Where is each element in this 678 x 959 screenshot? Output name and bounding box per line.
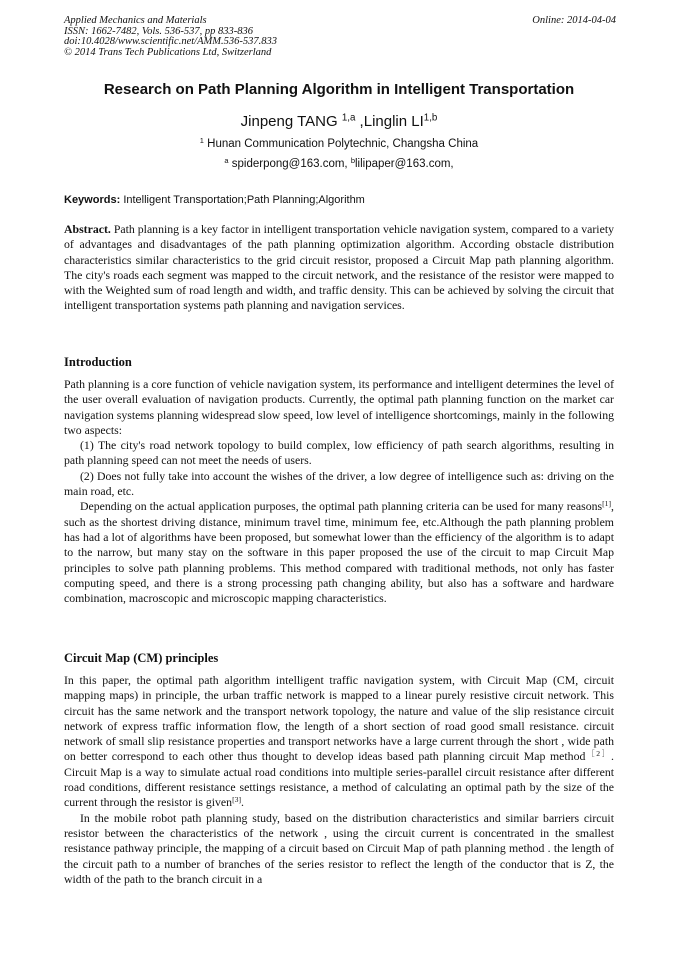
- intro-paragraph-1: Path planning is a core function of vehicle navigation system, its performance and intelligent determines the level of the user overall evaluation of navigation products. Currently, the optimal path planning function on the market car navigation systems planning widespread slow speed, low level of intelligence shortcomings, mainly in the following two aspects:: [64, 377, 614, 437]
- online-date: Online: 2014-04-04: [532, 15, 616, 26]
- abstract: [64, 222, 614, 314]
- circuit-map-heading: Circuit Map (CM) principles: [64, 651, 219, 665]
- keywords-text: Intelligent Transportation;Path Planning;Algorithm: [123, 194, 365, 206]
- citation-3: [3]: [232, 795, 242, 805]
- intro-p4-text-a: Depending on the actual application purposes, the optimal path planning criteria can be used for many reasons: [80, 499, 603, 514]
- abstract-label: Abstract.: [64, 222, 111, 236]
- paper-title: Research on Path Planning Algorithm in Intelligent Transportation: [103, 81, 575, 98]
- cm-p1-text-a: In this paper, the optimal path algorithm intelligent traffic navigation system, with Circuit Map (CM, circuit mapping maps) in principle, the urban traffic network is mapped to a linear purely resistive circuit network. This circuit has the same network and the transport network topology, the nature and value of the slip resistance circuit network of express traffic information flow, the length of a short section of road good small resistance. circuit network of small slip resistance properties and transport networks have a large current through the short , wide path on better correspond to each other thus thought to develop ideas based path planning circuit Map method: [64, 673, 614, 764]
- issn-line: ISSN: 1662-7482, Vols. 536-537, pp 833-836: [64, 25, 253, 37]
- keywords-label: Keywords:: [64, 194, 121, 206]
- introduction-heading: Introduction: [64, 355, 132, 369]
- email-a: spiderpong@163.com,: [231, 158, 348, 170]
- intro-paragraph-2: (1) The city's road network topology to build complex, low efficiency of path search algorithms, resulting in path planning speed can not meet the needs of users.: [64, 438, 614, 468]
- author-2-affiliation: 1,b: [423, 112, 438, 124]
- keywords: [64, 194, 616, 206]
- email-a-marker: a: [224, 155, 229, 165]
- affiliation: Hunan Communication Polytechnic, Changsha China: [207, 138, 479, 150]
- cm-p1-text-c: .: [241, 795, 244, 810]
- cm-paragraph-2: In the mobile robot path planning study, based on the distribution characteristics and similar barriers circuit resistor between the characteristics of the network , using the circuit current is concentrated in the smallest resistance pathway principle, the mapping of a circuit based on Circuit Map of path planning method . the length of the circuit path to a number of branches of the series resistor to reflect the length of the conductor that is Z, the width of the path to the branch circuit in a: [64, 810, 614, 886]
- introduction-body: [64, 377, 614, 606]
- author-separator: ,: [355, 113, 364, 130]
- author-1-affiliation: 1,a: [341, 112, 356, 124]
- author-2: Linglin LI: [363, 113, 424, 130]
- copyright-line: © 2014 Trans Tech Publications Ltd, Switzerland: [64, 46, 272, 58]
- email-line: [0, 155, 678, 170]
- intro-p4-text-b: , such as the shortest driving distance, minimum travel time, minimum fee, etc.Although the path planning problem has had a lot of algorithms have been proposed, but somewhat lower than the efficiency of the algorithm is to adapt to the narrow, but many stay on the software in this paper proposed the use of the circuit to map Circuit Map principles to solve path planning problems. This method compared with traditional methods, not only has faster computing speed, and there is a strong processing path changing ability, but also has a software and hardware combination, macroscopic and microscopic mapping characteristics.: [64, 499, 614, 606]
- affiliation-line: [0, 135, 678, 150]
- intro-paragraph-3: (2) Does not fully take into account the wishes of the driver, a low degree of intelligence such as: driving on the main road, etc.: [64, 468, 614, 499]
- circuit-map-body: [64, 673, 614, 887]
- cm-p1-text-b: . Circuit Map is a way to simulate actual road conditions into multiple series-parallel circuit resistance after different road conditions, different resistance settings resistance, a method of calculating an optimal path by the size of the current through the resistor is given: [64, 749, 614, 810]
- abstract-text: Path planning is a key factor in intelligent transportation vehicle navigation system, compared to a variety of advantages and disadvantages of the path planning optimization algorithm. According obstacle distribution characteristics similar characteristics to the grid circuit resistor, proposed a Circuit Map path planning algorithm. The city's roads each segment was mapped to the circuit network, and the resistance of the resistor were mapped to with the Weighted sum of road length and width, and traffic density. This can be achieved by solving the circuit that intelligent transportation systems path planning and navigation services.: [64, 222, 614, 313]
- journal-header: [64, 16, 616, 58]
- citation-2: ［2］: [585, 749, 612, 759]
- affiliation-marker: 1: [199, 135, 204, 145]
- intro-paragraph-4: [64, 499, 614, 606]
- email-b: lilipaper@163.com,: [355, 158, 454, 170]
- author-line: [0, 113, 678, 130]
- cm-paragraph-1: [64, 673, 614, 811]
- doi-line: doi:10.4028/www.scientific.net/AMM.536-537.833: [64, 36, 277, 48]
- citation-1: [1]: [602, 499, 612, 509]
- journal-name: Applied Mechanics and Materials: [64, 15, 207, 26]
- author-1: Jinpeng TANG: [240, 113, 338, 130]
- email-b-marker: b: [350, 155, 355, 165]
